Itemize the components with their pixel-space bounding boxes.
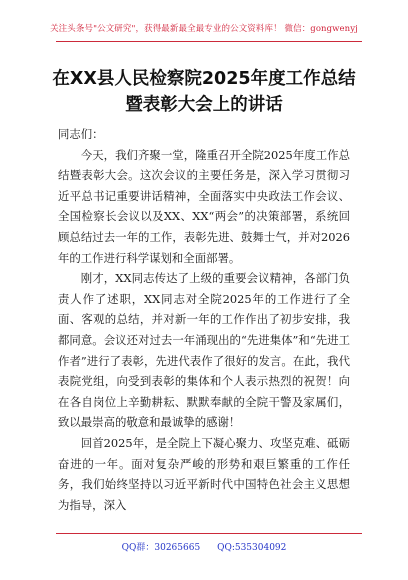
document-body: [58, 124, 350, 515]
header-banner: 关注头条号"公文研究"，获得最新最全最专业的公文资料库！ 微信：gongwenyj: [50, 24, 358, 34]
salutation: 同志们：: [58, 127, 104, 141]
paragraph-2: 刚才，XX同志传达了上级的重要会议精神，各部门负责人作了述职，XX同志对全院2025年的工作进行了全面、客观的总结，并对新一年的工作作出了初步安排，我都同意。会议还对过去一年涌现出的“先进集体”和“先进工作者”进行了表彰，先进代表作了很好的发言。在此，我代表院党组，向受到表彰的集体和个人表示热烈的祝贺！向在各自岗位上辛勤耕耘、默默奉献的全院干警及家属们，致以最崇高的敬意和最诚挚的感谢！: [58, 271, 350, 430]
footer-qq: QQ:535304092: [217, 543, 287, 553]
document-title: [30, 66, 378, 118]
header-divider: [56, 41, 362, 42]
footer-divider: [56, 533, 362, 534]
footer-qq-group: QQ群：30265665: [121, 543, 201, 553]
title-line-1: 在XX县人民检察院2025年度工作总结: [52, 69, 356, 89]
paragraph-1: 今天，我们齐聚一堂，隆重召开全院2025年度工作总结暨表彰大会。这次会议的主要任务是，深入学习贯彻习近平总书记重要讲话精神，全面落实中央政法工作会议、全国检察长会议以及XX、XX“两会”的决策部署，系统回顾总结过去一年的工作，表彰先进、鼓舞士气，并对2026年的工作进行科学谋划和全面部署。: [58, 147, 350, 265]
title-line-2: 暨表彰大会上的讲话: [125, 95, 283, 115]
footer: [0, 540, 408, 553]
paragraph-3: 回首2025年，是全院上下凝心聚力、攻坚克难、砥砺奋进的一年。面对复杂严峻的形势和艰巨繁重的工作任务，我们始终坚持以习近平新时代中国特色社会主义思想为指导，深入: [58, 435, 350, 512]
